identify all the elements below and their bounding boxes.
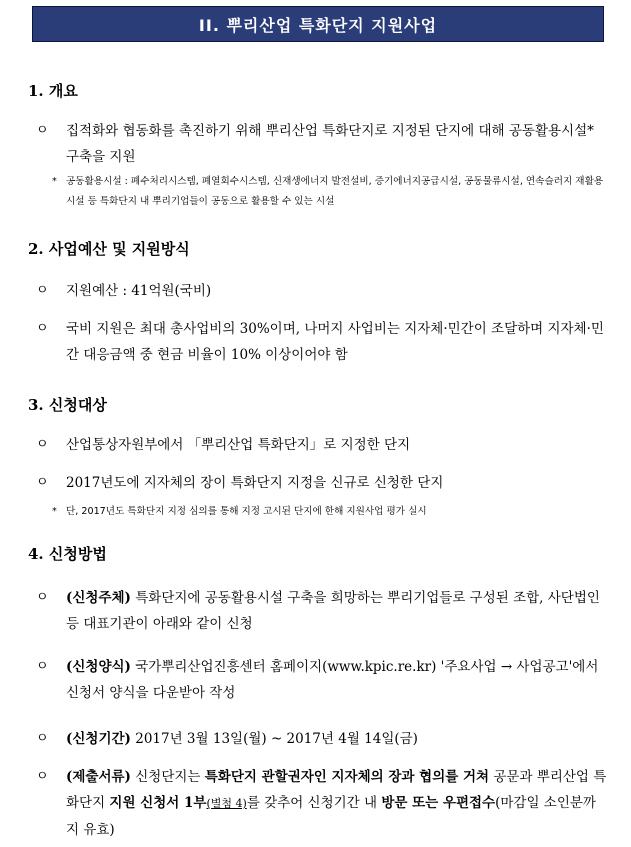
bullet-icon: ㅇ [36, 283, 49, 298]
banner-title: II. 뿌리산업 특화단지 지원사업 [198, 15, 438, 35]
form-label: (신청양식) [66, 659, 131, 675]
documents-text-h: (마감일 소인분까지 유효) [66, 795, 596, 838]
support-ratio-text: 국비 지원은 최대 총사업비의 30%이며, 나머지 사업비는 지자체·민간이 조달하며 지자체·민간 대응금액 중 현금 비율이 10% 이상이어야 함 [66, 321, 604, 363]
period-label: (신청기간) [66, 731, 131, 747]
bullet-icon: ㅇ [36, 123, 49, 138]
documents-text-b: 특화단지 관할권자인 지자체의 장과 협의를 거쳐 [204, 769, 490, 785]
section-heading-eligibility: 3. 신청대상 [28, 396, 107, 414]
bullet-icon: ㅇ [36, 769, 49, 784]
bullet-icon: ㅇ [36, 437, 49, 452]
applicant-label: (신청주체) [66, 590, 131, 606]
eligibility-item-2 [36, 470, 608, 496]
overview-note [52, 172, 612, 212]
budget-item-text: 지원예산 : 41억원(국비) [66, 283, 212, 299]
form-text: 국가뿌리산업진흥센터 홈페이지(www.kpic.re.kr) '주요사업 → 사업공고'에서 신청서 양식을 다운받아 작성 [66, 659, 599, 701]
overview-item-text: 집적화와 협동화를 촉진하기 위해 뿌리산업 특화단지로 지정된 단지에 대해 공동활용시설* 구축을 지원 [66, 123, 594, 165]
bullet-icon: ㅇ [36, 590, 49, 605]
section-heading-overview: 1. 개요 [28, 82, 78, 100]
attachment-ref: (별첨 4) [206, 797, 247, 810]
support-ratio-item [36, 316, 608, 368]
method-form-item [36, 654, 608, 706]
documents-text-g: 방문 또는 우편접수 [381, 795, 496, 811]
applicant-text: 특화단지에 공동활용시설 구축을 희망하는 뿌리기업들로 구성된 조합, 사단법인 등 대표기관이 아래와 같이 신청 [66, 590, 600, 632]
section-heading-method: 4. 신청방법 [28, 545, 107, 563]
method-applicant-item [36, 585, 608, 637]
eligibility-item-1-text: 산업통상자원부에서 「뿌리산업 특화단지」로 지정한 단지 [66, 437, 411, 453]
section-heading-budget: 2. 사업예산 및 지원방식 [28, 240, 190, 258]
period-text: 2017년 3월 13일(월) ~ 2017년 4월 14일(금) [130, 731, 418, 747]
bullet-icon: ㅇ [36, 731, 49, 746]
method-documents-item [36, 764, 608, 843]
eligibility-item-2-text: 2017년도에 지자체의 장이 특화단지 지정을 신규로 신청한 단지 [66, 475, 444, 491]
eligibility-note [52, 502, 612, 522]
method-period-item [36, 726, 608, 752]
asterisk-icon: * [52, 506, 57, 517]
budget-item [36, 278, 608, 304]
documents-text-a: 신청단지는 [130, 769, 205, 785]
documents-label: (제출서류) [66, 769, 131, 785]
bullet-icon: ㅇ [36, 475, 49, 490]
asterisk-icon: * [52, 176, 57, 187]
section-banner [32, 6, 604, 42]
documents-text-c: 공문과 뿌리산업 특화단지 [66, 769, 607, 811]
bullet-icon: ㅇ [36, 659, 49, 674]
overview-note-text: 공동활용시설 : 폐수처리시스템, 폐열회수시스템, 신재생에너지 발전설비, 증기에너지공급시설, 공동물류시설, 연속슬러지 재활용시설 등 특화단지 내 뿌리기업들이 공동으로 활용할 수 있는 시설 [66, 176, 604, 207]
bullet-icon: ㅇ [36, 321, 49, 336]
eligibility-note-text: 단, 2017년도 특화단지 지정 심의를 통해 지정 고시된 단지에 한해 지원사업 평가 실시 [66, 506, 427, 517]
documents-text-d: 지원 신청서 1부 [109, 795, 207, 811]
eligibility-item-1 [36, 432, 608, 458]
documents-text-f: 를 갖추어 신청기간 내 [246, 795, 382, 811]
overview-item [36, 118, 608, 170]
